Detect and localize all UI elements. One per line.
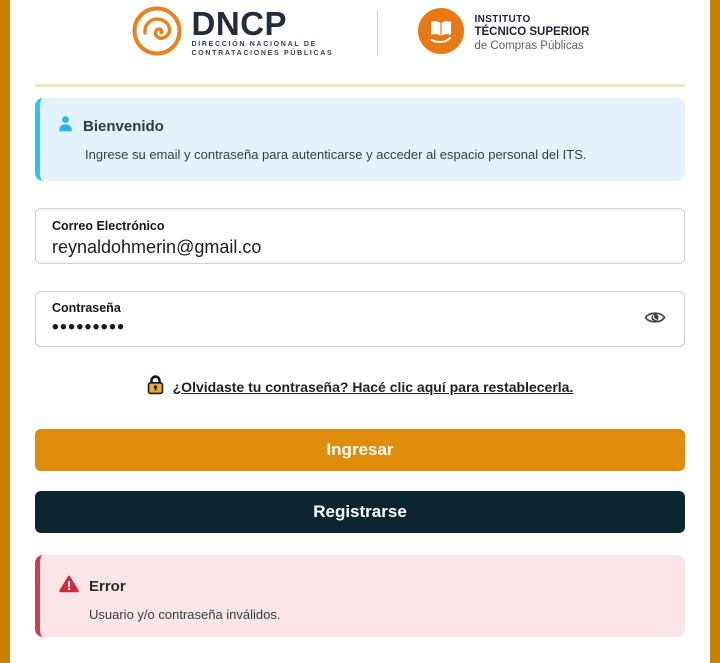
- left-accent-strip: [0, 0, 10, 663]
- email-field-group[interactable]: [35, 208, 685, 264]
- welcome-message: Ingrese su email y contraseña para autenticarse y acceder al espacio personal del ITS.: [85, 147, 587, 162]
- its-line1: INSTITUTO: [474, 13, 531, 25]
- welcome-alert: [35, 98, 685, 181]
- dncp-jaguar-icon: [131, 5, 183, 62]
- login-form-area: [35, 98, 685, 637]
- dncp-acronym: DNCP: [191, 4, 288, 42]
- logo-separator: [377, 10, 378, 56]
- error-alert: [35, 555, 685, 637]
- dncp-logo-text: [191, 4, 334, 58]
- dncp-logo: [131, 5, 334, 62]
- its-line3: de Compras Públicas: [474, 39, 584, 52]
- right-accent-strip: [710, 0, 720, 663]
- password-field-left: [52, 299, 642, 339]
- its-logo-text: [474, 14, 589, 53]
- forgot-password-link[interactable]: ¿Olvidaste tu contraseña? Hacé clic aquí para restablecerla.: [172, 379, 574, 395]
- welcome-title: Bienvenido: [83, 117, 164, 135]
- dncp-subtitle: [192, 40, 334, 58]
- password-field-group[interactable]: [35, 291, 685, 347]
- header: [12, 0, 708, 60]
- password-label: Contraseña: [52, 301, 121, 315]
- welcome-title-row: [57, 115, 665, 137]
- its-book-icon: [418, 8, 464, 59]
- header-divider: [35, 84, 685, 87]
- login-button[interactable]: Ingresar: [35, 429, 685, 471]
- email-input[interactable]: [52, 235, 668, 259]
- email-label: Correo Electrónico: [52, 219, 165, 233]
- user-icon: [57, 115, 74, 137]
- its-line2: TÉCNICO SUPERIOR: [474, 25, 590, 38]
- error-title-row: [59, 575, 665, 598]
- password-input[interactable]: [52, 317, 642, 339]
- its-logo: [418, 8, 589, 59]
- forgot-password-row: [35, 374, 685, 400]
- lock-icon: [147, 374, 164, 400]
- error-message: Usuario y/o contraseña inválidos.: [89, 607, 281, 622]
- toggle-password-visibility-button[interactable]: [642, 308, 668, 330]
- register-button[interactable]: Registrarse: [35, 491, 685, 533]
- dncp-subtitle-line1: DIRECCIÓN NACIONAL DE: [191, 40, 317, 48]
- eye-icon: [644, 310, 666, 328]
- warning-triangle-icon: [59, 575, 79, 598]
- dncp-subtitle-line2: CONTRATACIONES PÚBLICAS: [191, 49, 334, 57]
- error-title: Error: [89, 578, 126, 595]
